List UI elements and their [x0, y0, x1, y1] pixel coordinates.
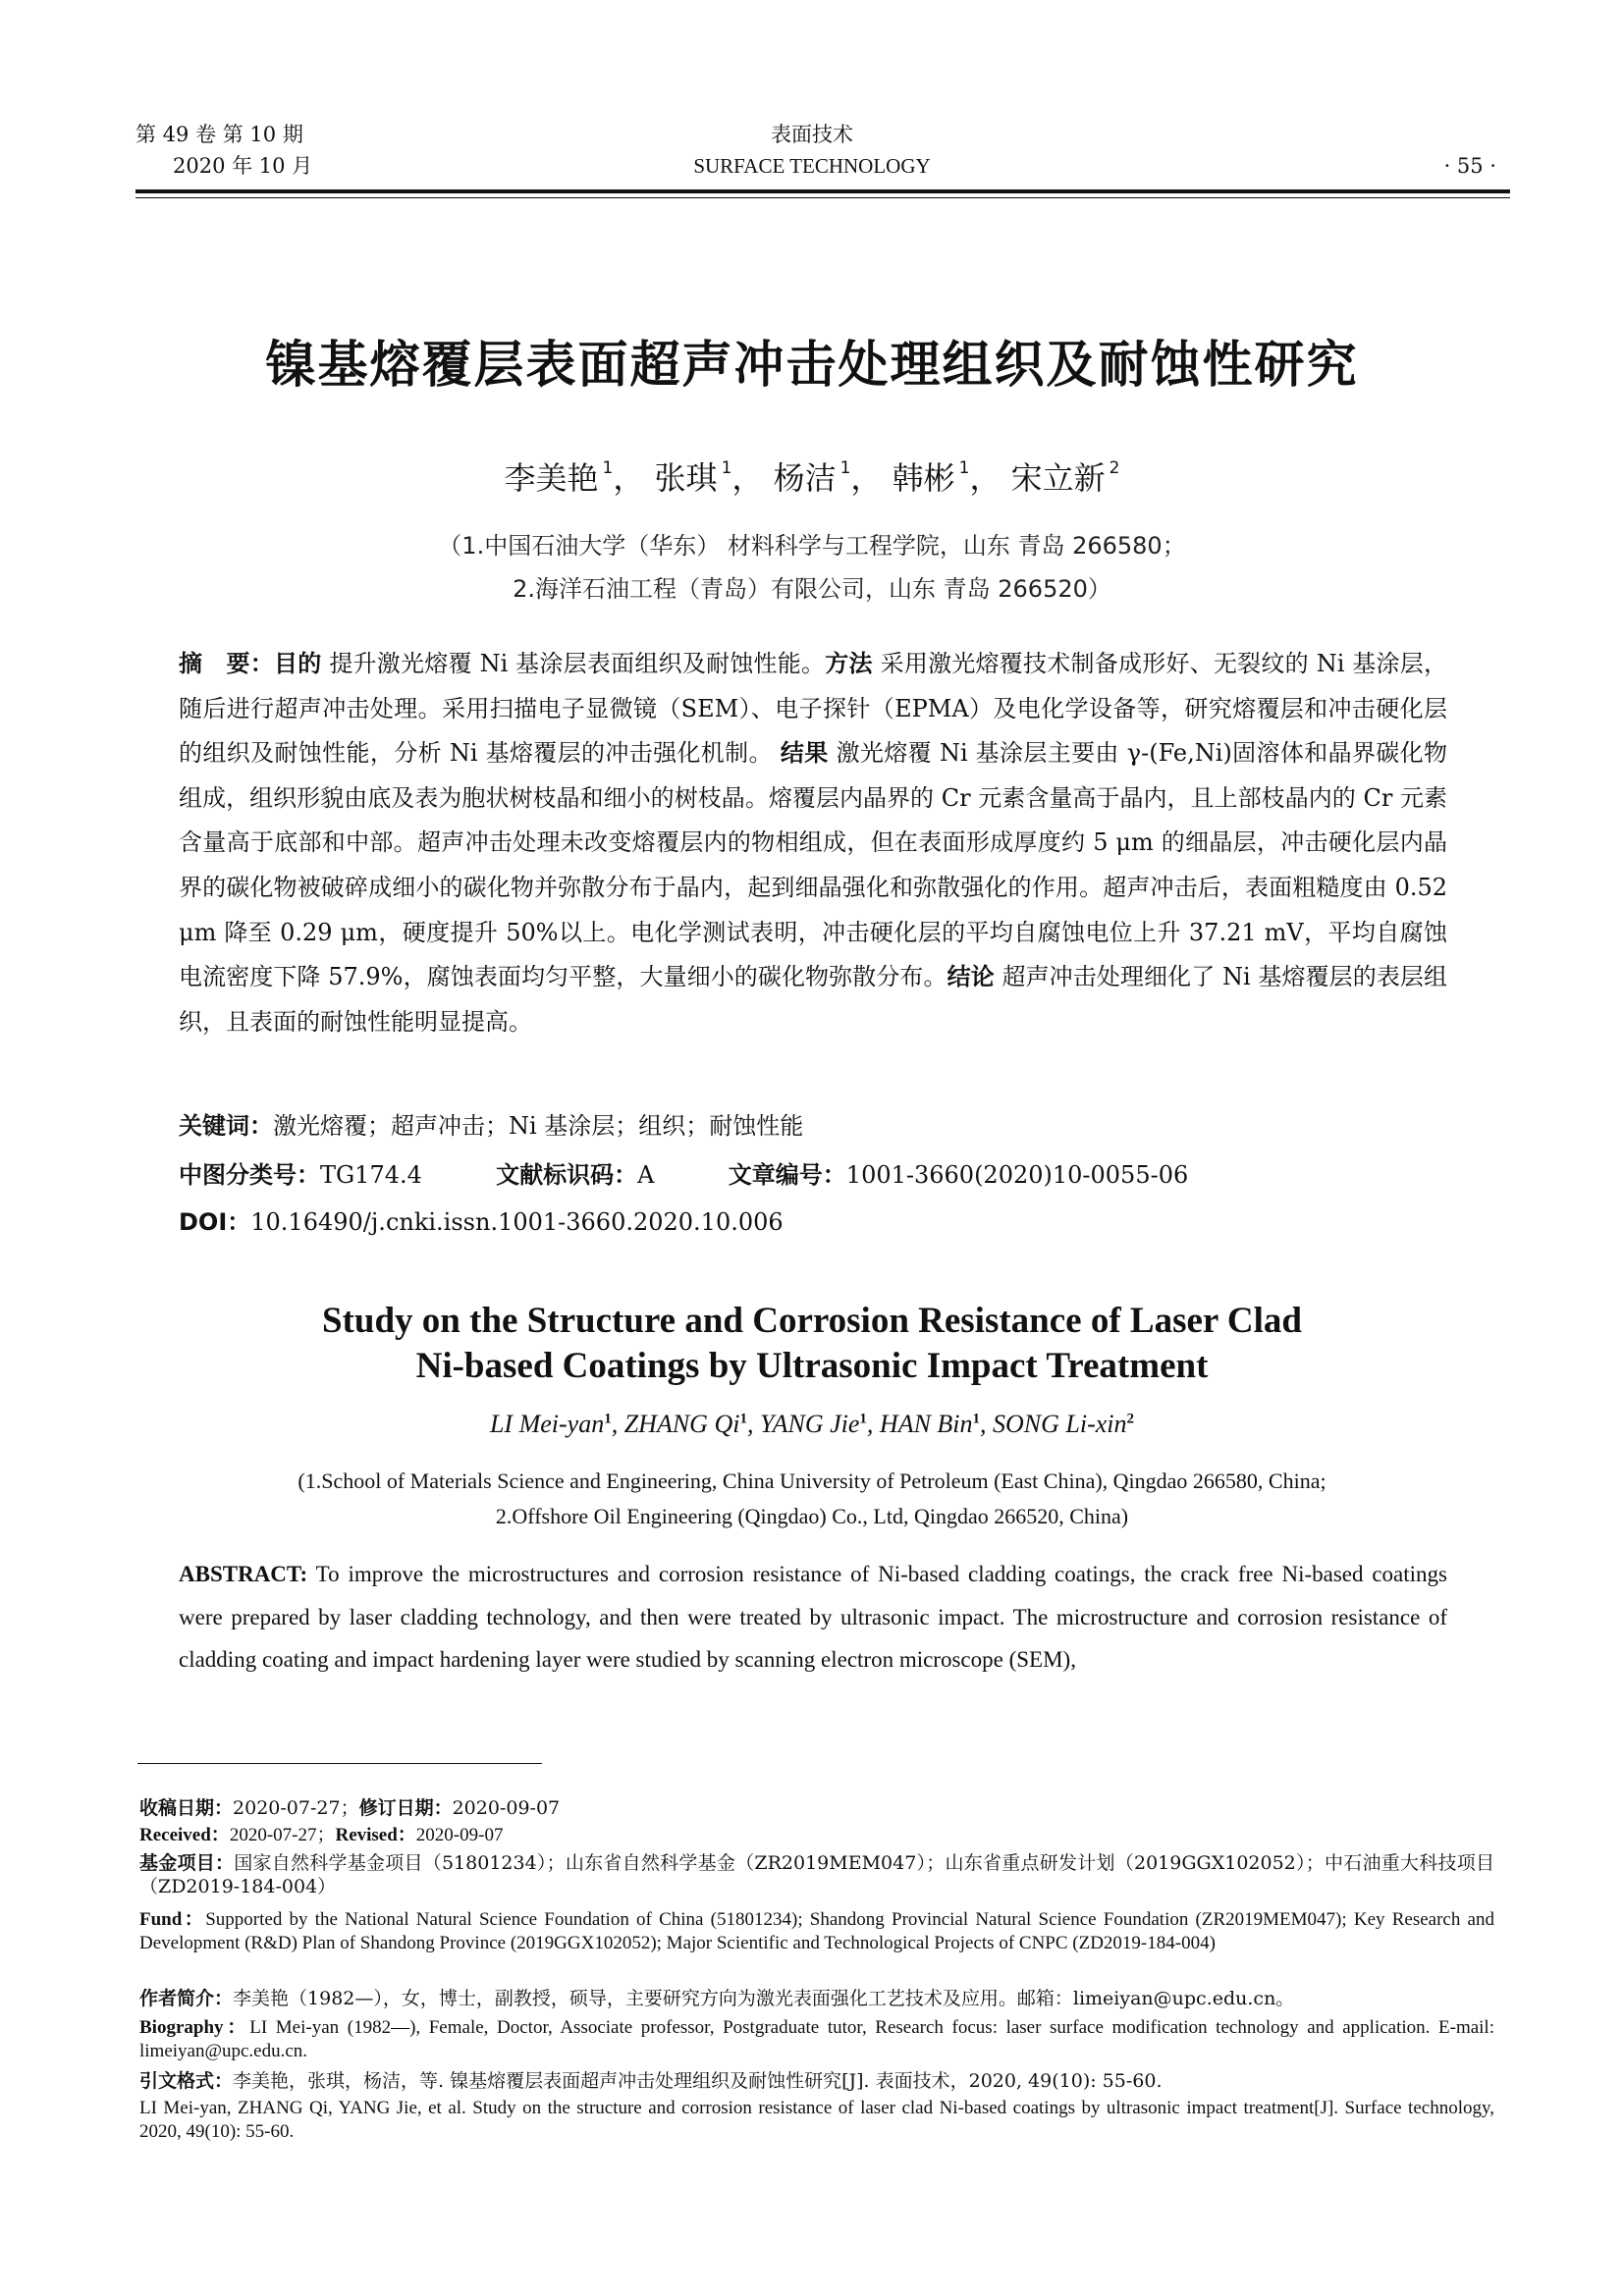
- header-rule: [135, 189, 1510, 193]
- fund-en-label: Fund：: [139, 1909, 206, 1930]
- paper-title-cn: 镍基熔覆层表面超声冲击处理组织及耐蚀性研究: [265, 337, 1359, 395]
- footnote-received-cn: [139, 1796, 1494, 1820]
- author-en: HAN Bin$^1$: [879, 1410, 981, 1438]
- affiliation-cn-1: （1.中国石油大学（华东） 材料科学与工程学院，山东 青岛 266580；: [438, 532, 1186, 560]
- author-cn: 杨洁 $^1$: [773, 458, 851, 497]
- header-rule-thin: [135, 197, 1510, 198]
- paper-title-en-line-1: Study on the Structure and Corrosion Resistance of Laser Clad: [321, 1301, 1303, 1341]
- header-journal-cn: 表面技术: [771, 123, 853, 146]
- abstract-en-text: To improve the microstructures and corrosion resistance of Ni-based cladding coatings, the crack free Ni-based coatings were prepared by laser cladding technology, and then were treated by ultrasonic impact. The microstructure and corrosion resistance of cladding coating and impact hardening layer were studied by scanning electron microscope (SEM),: [179, 1562, 1447, 1672]
- revised-cn-label: 修订日期：: [358, 1797, 453, 1819]
- author-en: SONG Li-xin$^2$: [993, 1410, 1135, 1438]
- author-en: ZHANG Qi$^1$: [623, 1410, 747, 1438]
- footnote-received-en: [139, 1824, 1494, 1847]
- bio-cn-text: 李美艳（1982—），女，博士，副教授，硕导，主要研究方向为激光表面强化工艺技术及应用。邮箱：limeiyan@upc.edu.cn。: [233, 1988, 1295, 2009]
- authors-en: LI Mei-yan$^1$, ZHANG Qi$^1$, YANG Jie$^1$, HAN Bin$^1$, SONG Li-xin$^2$: [489, 1410, 1135, 1438]
- revised-cn-date: 2020-09-07: [452, 1797, 561, 1819]
- affiliation-en-2: 2.Offshore Oil Engineering (Qingdao) Co., Ltd, Qingdao 266520, China): [495, 1504, 1129, 1528]
- conclusion-label: 结论: [947, 963, 995, 991]
- citation-cn-text: 李美艳，张琪，杨洁，等. 镍基熔覆层表面超声冲击处理组织及耐蚀性研究[J]. 表面技术，2020, 49(10): 55-60.: [233, 2070, 1163, 2092]
- keywords: [179, 1106, 803, 1141]
- received-cn-date: 2020-07-27；: [233, 1797, 359, 1819]
- author-cn: 李美艳 $^1$: [504, 458, 614, 497]
- doc-code-value: A: [637, 1161, 655, 1189]
- doi-label: DOI：: [179, 1208, 251, 1236]
- result-text: 激光熔覆 Ni 基涂层主要由 γ-(Fe,Ni)固溶体和晶界碳化物组成，组织形貌由底及表为胞状树枝晶和细小的树枝晶。熔覆层内晶界的 Cr 元素含量高于晶内，且上部枝晶内的 Cr 元素含量高于底部和中部。超声冲击处理未改变熔覆层内的物相组成，但在表面形成厚度约 5 μm 的细晶层，冲击硬化层内晶界的碳化物被破碎成细小的碳化物并弥散分布于晶内，起到细晶强化和弥散强化的作用。超声冲击后，表面粗糙度由 0.52 μm 降至 0.29 μm，硬度提升 50%以上。电化学测试表明，冲击硬化层的平均自腐蚀电位上升 37.21 mV，平均自腐蚀电流密度下降 57.9%，腐蚀表面均匀平整，大量细小的碳化物弥散分布。: [179, 739, 1448, 991]
- fund-cn-text: 国家自然科学基金项目（51801234）；山东省自然科学基金（ZR2019MEM047）；山东省重点研发计划（2019GGX102052）；中石油重大科技项目（ZD2019-184-004）: [139, 1852, 1494, 1897]
- doc-code-label: 文献标识码：: [496, 1161, 638, 1189]
- header-page-number: · 55 ·: [1443, 154, 1496, 178]
- abstract-cn: [179, 642, 1447, 1044]
- received-en-label: Received：: [139, 1825, 230, 1845]
- author-en: YANG Jie$^1$: [759, 1410, 867, 1438]
- citation-cn-label: 引文格式：: [139, 2070, 234, 2092]
- keywords-label: 关键词：: [179, 1112, 273, 1140]
- authors-cn: 李美艳 $^1$， 张琪 $^1$， 杨洁 $^1$， 韩彬 $^1$， 宋立新 $^2$: [504, 458, 1120, 497]
- author-en: LI Mei-yan$^1$: [489, 1410, 612, 1438]
- doi-link[interactable]: 10.16490/j.cnki.issn.1001-3660.2020.10.006: [250, 1208, 784, 1236]
- fund-cn-label: 基金项目：: [139, 1852, 235, 1874]
- received-cn-label: 收稿日期：: [139, 1797, 234, 1819]
- header-journal-en: SURFACE TECHNOLOGY: [693, 154, 931, 178]
- header-volume-issue: 第 49 卷 第 10 期: [135, 123, 303, 146]
- purpose-label: 目的: [273, 650, 322, 677]
- clc-value: TG174.4: [320, 1161, 422, 1189]
- abstract-en: [179, 1553, 1447, 1682]
- author-cn: 张琪 $^1$: [654, 458, 732, 497]
- affiliation-cn-2: 2.海洋石油工程（青岛）有限公司，山东 青岛 266520）: [513, 575, 1111, 603]
- fund-en-text: Supported by the National Natural Science Foundation of China (51801234); Shandong Provincial Natural Science Foundation (ZR2019MEM047); Key Research and Development (R&D) Plan of Shandong Province (2019GGX102052); Major Scientific and Technological Projects of CNPC (ZD2019-184-004): [139, 1909, 1494, 1953]
- keywords-text: 激光熔覆；超声冲击；Ni 基涂层；组织；耐蚀性能: [273, 1112, 804, 1140]
- bio-en-label: Biography：: [139, 2017, 250, 2038]
- method-label: 方法: [825, 650, 873, 677]
- result-label: 结果: [780, 739, 829, 768]
- header-date: 2020 年 10 月: [173, 154, 313, 178]
- article-number-label: 文章编号：: [728, 1161, 846, 1189]
- author-cn: 宋立新 $^2$: [1010, 458, 1120, 497]
- classification: [179, 1155, 1188, 1190]
- abstract-en-label: ABSTRACT:: [179, 1562, 308, 1586]
- method-text: 采用激光熔覆技术制备成形好、无裂纹的 Ni 基涂层，随后进行超声冲击处理。采用扫描电子显微镜（SEM）、电子探针（EPMA）及电化学设备等，研究熔覆层和冲击硬化层的组织及耐蚀性能，分析 Ni 基熔覆层的冲击强化机制。: [179, 650, 1448, 768]
- doi: [179, 1202, 784, 1237]
- bio-en-text: LI Mei-yan (1982—), Female, Doctor, Associate professor, Postgraduate tutor, Research focus: laser surface modification technology and application. E-mail: limeiyan@upc.edu.cn.: [139, 2017, 1494, 2061]
- footnote-bio-en: [139, 2016, 1494, 2063]
- footnote-bio-cn: [139, 1987, 1494, 2010]
- footnote-fund-en: [139, 1908, 1494, 1955]
- purpose-text: 提升激光熔覆 Ni 基涂层表面组织及耐蚀性能。: [329, 650, 826, 677]
- affiliation-en-1: (1.School of Materials Science and Engineering, China University of Petroleum (East China), Qingdao 266580, China;: [298, 1468, 1326, 1493]
- revised-en-label: Revised：: [335, 1825, 416, 1845]
- received-en-date: 2020-07-27；: [229, 1825, 336, 1845]
- footnote-rule: [137, 1763, 542, 1764]
- footnote-fund-cn: [139, 1851, 1494, 1898]
- clc-label: 中图分类号：: [179, 1161, 320, 1189]
- bio-cn-label: 作者简介：: [139, 1988, 234, 2009]
- revised-en-date: 2020-09-07: [415, 1825, 504, 1845]
- footnote-citation-en: LI Mei-yan, ZHANG Qi, YANG Jie, et al. Study on the structure and corrosion resistance of laser clad Ni-based coatings by ultrasonic impact treatment[J]. Surface technology, 2020, 49(10): 55-60.: [139, 2098, 1494, 2142]
- author-cn: 韩彬 $^1$: [892, 458, 970, 497]
- paper-title-en-line-2: Ni-based Coatings by Ultrasonic Impact Treatment: [415, 1346, 1209, 1386]
- article-number-value: 1001-3660(2020)10-0055-06: [845, 1161, 1189, 1189]
- abstract-cn-label: 摘 要：: [179, 650, 274, 677]
- footnote-citation-cn: [139, 2069, 1494, 2093]
- conclusion-text: 超声冲击处理细化了 Ni 基熔覆层的表层组织，且表面的耐蚀性能明显提高。: [179, 963, 1448, 1036]
